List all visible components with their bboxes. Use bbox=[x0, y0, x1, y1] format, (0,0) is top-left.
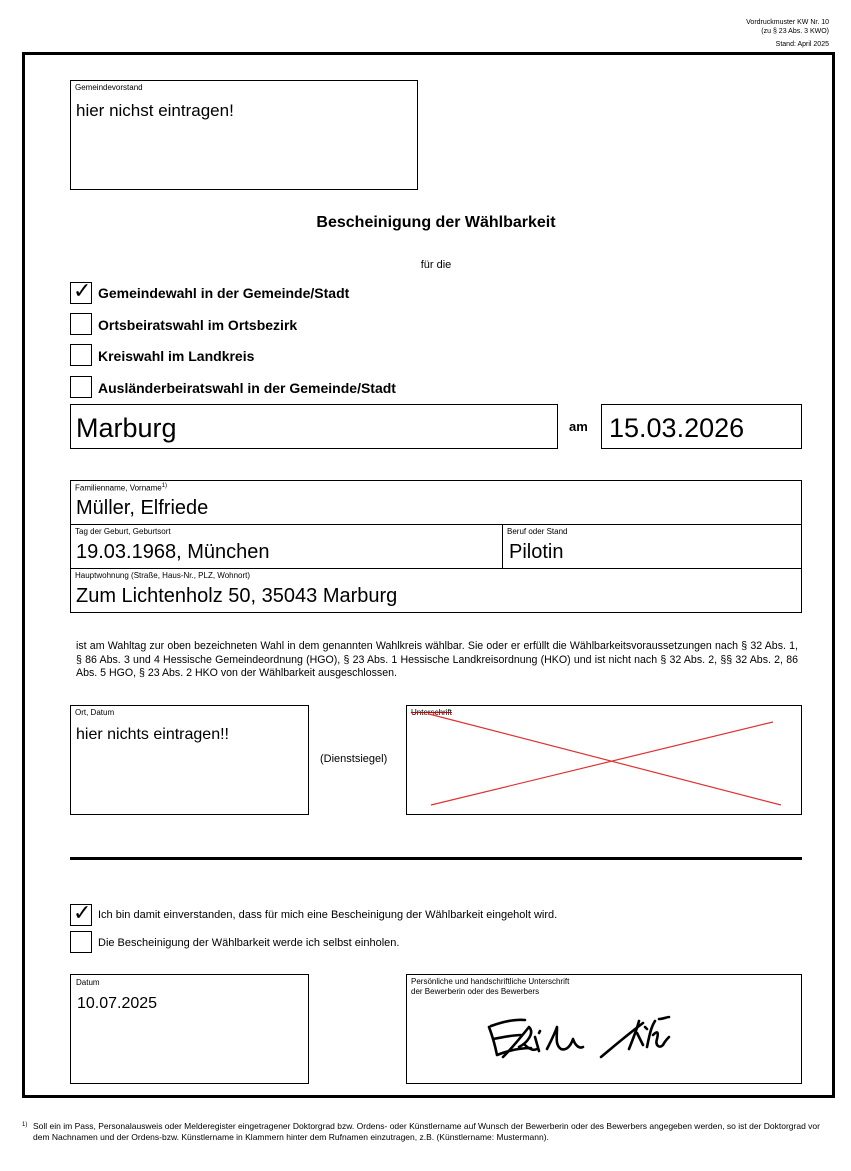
footnote-text: Soll ein im Pass, Personalausweis oder Melderegister eingetragener Doktorgrad bzw. Ordens- oder Künstlername auf Wunsch der Bewerberin oder des Bewerbers angegeben werden, so ist der Doktorgrad vor dem Nachnamen und der Ordens-bzw. Künstlername in Klammern hinter dem Rufnamen einzutragen, z.B. (Künstlername: Mustermann). bbox=[33, 1121, 820, 1142]
fuer-die-text: für die bbox=[420, 259, 452, 271]
checkbox-kreiswahl[interactable] bbox=[70, 344, 92, 366]
label-kreiswahl: Kreiswahl im Landkreis bbox=[98, 348, 255, 364]
check-icon: ✓ bbox=[73, 279, 92, 304]
datum-value: 10.07.2025 bbox=[77, 995, 158, 1012]
section-divider bbox=[70, 857, 802, 860]
label-gemeindewahl: Gemeindewahl in der Gemeinde/Stadt bbox=[98, 285, 350, 301]
footnote-ref: 1) bbox=[161, 483, 168, 489]
label-auslaenderbeiratswahl: Ausländerbeiratswahl in der Gemeinde/Stadt bbox=[98, 380, 396, 396]
cross-out-icon bbox=[407, 706, 803, 816]
document-title: Bescheinigung der Wählbarkeit bbox=[316, 214, 556, 231]
datum-box[interactable] bbox=[70, 974, 309, 1084]
birth-label: Tag der Geburt, Geburtsort bbox=[75, 527, 171, 536]
birth-value: 19.03.1968, München bbox=[76, 541, 270, 563]
name-value: Müller, Elfriede bbox=[76, 497, 209, 519]
official-signature-box bbox=[406, 705, 802, 815]
job-field[interactable] bbox=[502, 524, 802, 569]
label-self-obtain: Die Bescheinigung der Wählbarkeit werde ich selbst einholen. bbox=[98, 937, 400, 949]
dienstsiegel-label: (Dienstsiegel) bbox=[320, 753, 388, 765]
datum-label: Datum bbox=[76, 978, 100, 987]
place-value: Marburg bbox=[76, 413, 177, 443]
place-field[interactable] bbox=[70, 404, 558, 449]
unterschrift-label: Unterschrift bbox=[411, 708, 452, 717]
job-value: Pilotin bbox=[509, 541, 564, 563]
ort-datum-box[interactable] bbox=[70, 705, 309, 815]
address-label: Hauptwohnung (Straße, Haus-Nr., PLZ, Wohnort) bbox=[75, 571, 251, 580]
handwritten-signature bbox=[407, 975, 803, 1085]
applicant-signature-label-line2: der Bewerberin oder des Bewerbers bbox=[411, 987, 540, 996]
birth-field[interactable] bbox=[70, 524, 503, 569]
form-number: Vordruckmuster KW Nr. 10 bbox=[746, 19, 829, 26]
gemeindevorstand-value: hier nichst eintragen! bbox=[76, 101, 234, 120]
am-label: am bbox=[569, 419, 588, 434]
form-legal-ref: (zu § 23 Abs. 3 KWO) bbox=[761, 28, 829, 35]
form-version: Stand: April 2025 bbox=[775, 41, 829, 48]
address-field[interactable] bbox=[70, 568, 802, 613]
eligibility-statement: ist am Wahltag zur oben bezeichneten Wahl in dem genannten Wahlkreis wählbar. Sie oder er erfüllt die Wählbarkeitsvoraussetzungen nach § 32 Abs. 1, § 86 Abs. 3 und 4 Hessische Gemeindeordnung (HGO), § 23 Abs. 1 Hessische Landkreisordnung (HKO) und ist nicht nach § 32 Abs. 2, §§ 32 Abs. 2, 86 Abs. 5 HGO, § 23 Abs. 2 HKO von der Wählbarkeit ausgeschlossen. bbox=[76, 640, 798, 679]
address-value: Zum Lichtenholz 50, 35043 Marburg bbox=[76, 585, 398, 607]
election-date-field[interactable] bbox=[601, 404, 802, 449]
applicant-signature-label-line1: Persönliche und handschriftliche Unterschrift bbox=[411, 977, 570, 986]
name-label: Familienname, Vorname$^{1)}$ bbox=[75, 483, 168, 493]
checkbox-gemeindewahl[interactable] bbox=[70, 279, 92, 304]
label-consent: Ich bin damit einverstanden, dass für mich eine Bescheinigung der Wählbarkeit eingeholt wird. bbox=[98, 909, 558, 921]
election-date-value: 15.03.2026 bbox=[609, 413, 745, 443]
name-field[interactable] bbox=[70, 480, 802, 525]
checkbox-self-obtain[interactable] bbox=[70, 931, 92, 953]
ort-datum-value: hier nichts eintragen!! bbox=[76, 726, 229, 743]
applicant-signature-box[interactable] bbox=[406, 974, 802, 1084]
label-ortsbeiratswahl: Ortsbeiratswahl im Ortsbezirk bbox=[98, 317, 298, 333]
gemeindevorstand-box[interactable] bbox=[70, 80, 418, 190]
job-label: Beruf oder Stand bbox=[507, 527, 568, 536]
gemeindevorstand-label: Gemeindevorstand bbox=[75, 83, 143, 92]
footnote-mark: 1) bbox=[22, 1122, 28, 1128]
ort-datum-label: Ort, Datum bbox=[75, 708, 115, 717]
checkbox-consent[interactable] bbox=[70, 901, 92, 926]
check-icon: ✓ bbox=[73, 901, 92, 926]
checkbox-ortsbeiratswahl[interactable] bbox=[70, 313, 92, 335]
checkbox-auslaenderbeiratswahl[interactable] bbox=[70, 376, 92, 398]
form-header bbox=[746, 18, 829, 49]
